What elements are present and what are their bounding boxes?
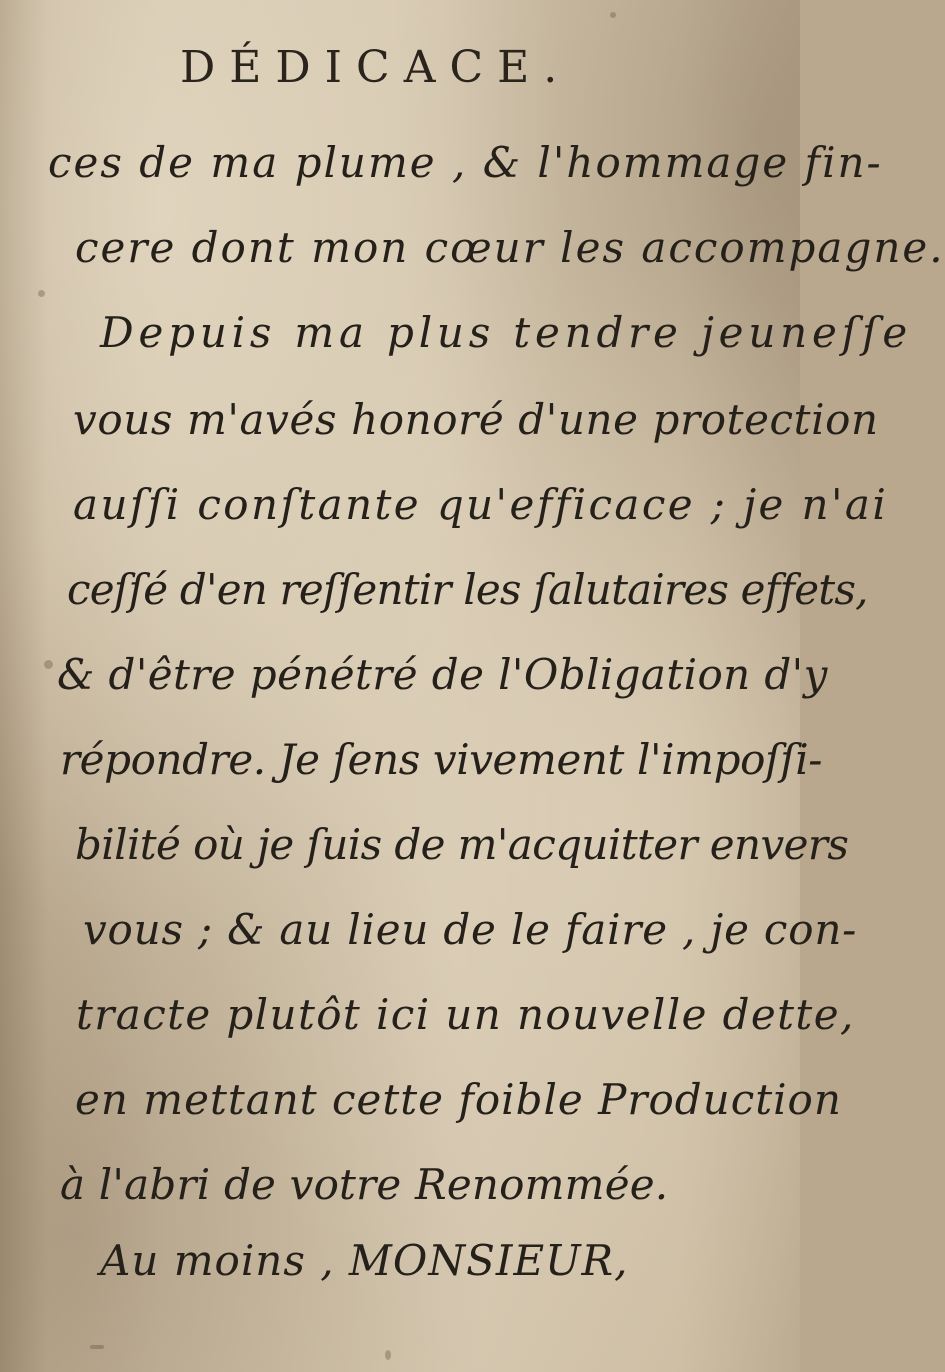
text-line-5: auſſi conſtante qu'efficace ; je n'ai [73, 480, 889, 529]
text-line-11: tracte plutôt ici un nouvelle dette, [76, 990, 855, 1039]
paper-stain [44, 660, 53, 669]
text-line-7: & d'être pénétré de l'Obligation d'y [57, 650, 828, 699]
text-line-10: vous ; & au lieu de le faire , je con- [83, 905, 858, 954]
text-line-4: vous m'avés honoré d'une protection [73, 395, 879, 444]
paper-stain [90, 1345, 104, 1349]
text-line-2: cere dont mon cœur les accompagne. [75, 223, 945, 272]
text-line-13: à l'abri de votre Renommée. [60, 1160, 669, 1209]
text-line-1: ces de ma plume , & l'hommage fin- [48, 138, 883, 187]
text-line-9: bilité où je ſuis de m'acquitter envers [75, 820, 849, 869]
paper-stain [38, 290, 45, 297]
paper-stain [385, 1350, 391, 1360]
text-line-14: Au moins , MONSIEUR, [100, 1236, 629, 1285]
text-line-8: répondre. Je ſens vivement l'impoſſi- [60, 735, 823, 784]
paper-stain [610, 12, 616, 18]
text-line-3: Depuis ma plus tendre jeuneſſe [100, 308, 913, 357]
text-line-6: ceſſé d'en reſſentir les ſalutaires effets, [67, 565, 868, 614]
page-heading: DÉDICACE. [180, 42, 572, 93]
text-line-12: en mettant cette foible Production [75, 1075, 842, 1124]
